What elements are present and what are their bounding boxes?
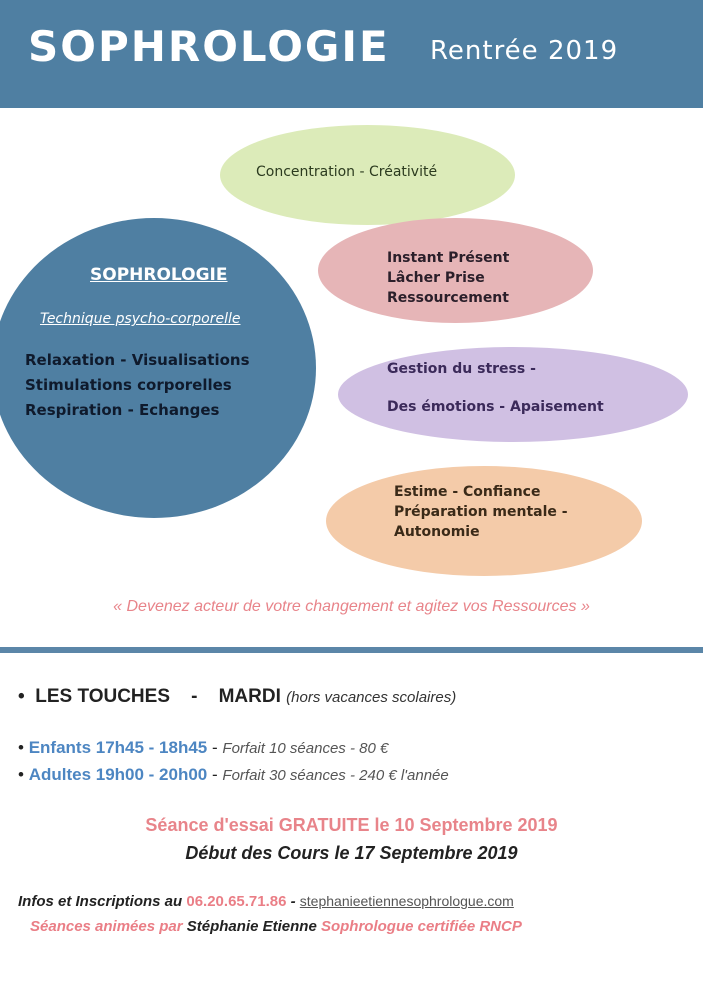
contact-label: Infos et Inscriptions au	[18, 893, 183, 910]
header-title: SOPHROLOGIE	[28, 22, 390, 71]
website-link[interactable]: stephanieetiennesophrologue.com	[299, 893, 514, 909]
header-subtitle: Rentrée 2019	[430, 36, 619, 66]
adults-time: Adultes 19h00 - 20h00	[28, 765, 208, 784]
schedule-location-row	[18, 686, 456, 708]
separator: -	[212, 738, 218, 757]
credits-name: Stéphanie Etienne	[186, 918, 317, 935]
day-label: MARDI	[218, 686, 281, 707]
bubble-green-text: Concentration - Créativité	[256, 164, 438, 180]
tagline-quote: « Devenez acteur de votre changement et agitez vos Ressources »	[113, 598, 590, 615]
main-circle-title: SOPHROLOGIE	[90, 265, 228, 285]
adults-price: Forfait 30 séances - 240 € l'année	[222, 767, 449, 784]
kids-price: Forfait 10 séances - 80 €	[222, 740, 389, 757]
bubble-purple-line-1: Gestion du stress -	[387, 361, 536, 377]
kids-time: Enfants 17h45 - 18h45	[28, 738, 208, 757]
main-circle-list	[25, 348, 250, 423]
bullet: •	[18, 765, 24, 784]
separator: -	[290, 893, 296, 910]
bubble-orange-line: Estime - Confiance	[394, 484, 541, 500]
bubble-red-line: Lâcher Prise	[387, 270, 485, 286]
free-trial-line: Séance d'essai GRATUITE le 10 Septembre 2019	[145, 815, 558, 835]
phone-number[interactable]: 06.20.65.71.86	[186, 893, 287, 910]
main-circle-line: Stimulations corporelles	[25, 376, 232, 394]
main-circle-subtitle: Technique psycho-corporelle	[40, 311, 241, 327]
credits-suffix: Sophrologue certifiée RNCP	[320, 918, 522, 935]
contact-line	[18, 893, 514, 910]
bubble-orange-line: Autonomie	[394, 524, 480, 540]
bubble-orange-text	[394, 482, 568, 542]
schedule-kids-row	[18, 738, 388, 758]
bubble-red-line: Instant Présent	[387, 250, 510, 266]
main-circle-line: Relaxation - Visualisations	[25, 351, 250, 369]
location-label: LES TOUCHES	[35, 686, 170, 707]
day-note: (hors vacances scolaires)	[286, 689, 457, 706]
credits-prefix: Séances animées par	[30, 918, 183, 935]
bubble-purple-line-2: Des émotions - Apaisement	[387, 399, 604, 415]
bullet: •	[18, 686, 25, 707]
bullet: •	[18, 738, 24, 757]
main-circle-line: Respiration - Echanges	[25, 401, 220, 419]
bubble-orange-line: Préparation mentale -	[394, 504, 568, 520]
bubble-red-text	[387, 248, 509, 308]
credits-line	[30, 918, 522, 935]
separator: -	[191, 686, 198, 707]
start-date-line: Début des Cours le 17 Septembre 2019	[185, 843, 518, 863]
schedule-adults-row	[18, 765, 449, 785]
bubble-red-line: Ressourcement	[387, 290, 509, 306]
header-banner	[0, 0, 703, 108]
separator: -	[212, 765, 218, 784]
section-divider	[0, 647, 703, 653]
